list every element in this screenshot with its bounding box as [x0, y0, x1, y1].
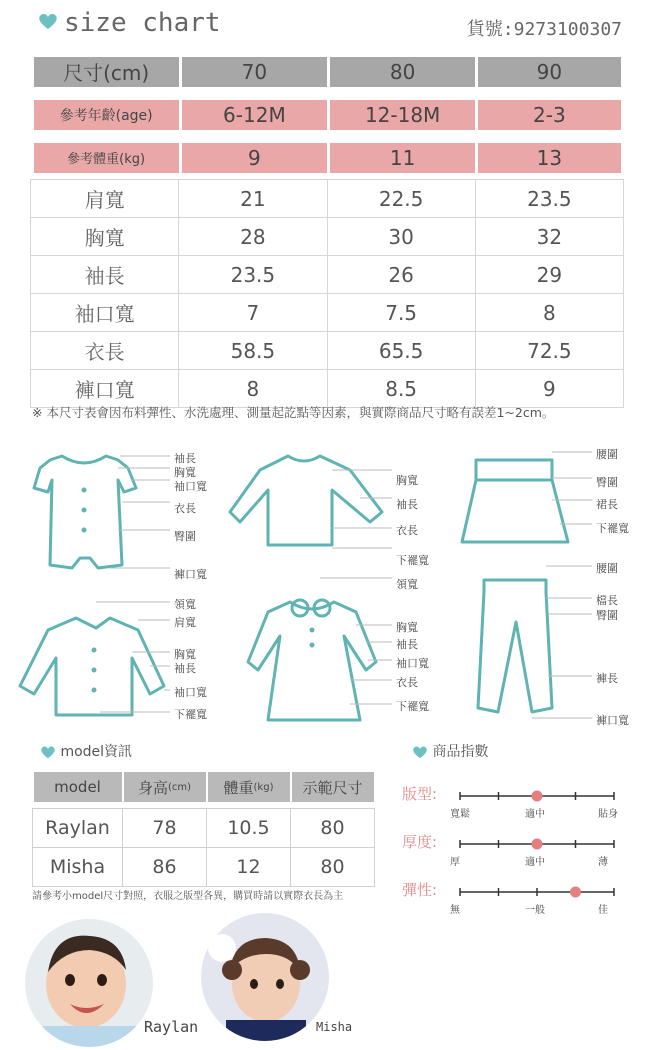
weight-value: 9	[182, 143, 327, 173]
top-illustration	[230, 456, 382, 545]
misha-photo	[200, 912, 330, 1042]
cell: 7	[179, 294, 327, 332]
model-info-title	[40, 741, 132, 761]
cell: 72.5	[475, 332, 623, 370]
scale-marker	[532, 791, 543, 802]
cell: 8	[179, 370, 327, 408]
model-note: 請參考小model尺寸對照，衣服之版型各異，購買時請以實際衣長為主	[32, 891, 344, 902]
cell: 29	[475, 256, 623, 294]
table-row	[31, 370, 624, 408]
heart-icon	[412, 745, 428, 759]
heart-icon	[38, 12, 58, 30]
diagram-label: 衣長	[396, 676, 418, 689]
diagram-label: 袖口寬	[174, 480, 207, 493]
index-scale-label: 厚度:	[402, 833, 438, 851]
col-header-text: 身高	[137, 778, 168, 797]
size-70: 70	[182, 57, 327, 87]
title-text: size chart	[64, 8, 221, 38]
diagram-label: 檔長	[596, 594, 618, 607]
row-label: 褲口寬	[31, 370, 179, 408]
heart-icon	[40, 745, 56, 759]
age-value: 6-12M	[182, 100, 327, 130]
model-title-text: model資訊	[60, 744, 133, 760]
cell: 28	[179, 218, 327, 256]
cell: 8	[475, 294, 623, 332]
index-scale-label: 彈性:	[402, 881, 438, 899]
diagram-label: 衣長	[174, 502, 196, 515]
cell: 58.5	[179, 332, 327, 370]
row-label: 肩寬	[31, 180, 179, 218]
shirt-illustration	[20, 618, 164, 715]
diagram-label: 衣長	[396, 524, 418, 537]
table-row	[31, 256, 624, 294]
col-header: 示範尺寸	[292, 772, 374, 802]
col-header	[208, 772, 290, 802]
cell: 9	[475, 370, 623, 408]
cell: 23.5	[475, 180, 623, 218]
cell: 26	[327, 256, 475, 294]
cell: 80	[291, 809, 375, 848]
size-label: 尺寸(cm)	[34, 57, 179, 87]
size-chart-table	[30, 50, 624, 408]
model-name: Raylan	[33, 809, 123, 848]
col-header: model	[34, 772, 122, 802]
diagram-label: 袖長	[174, 662, 196, 675]
scale-marker	[570, 887, 581, 898]
diagram-label: 腰圍	[596, 562, 618, 575]
diagram-label: 袖口寬	[174, 686, 207, 699]
cell: 30	[327, 218, 475, 256]
index-title-text: 商品指數	[432, 744, 489, 760]
col-header-text: 體重	[223, 778, 254, 797]
row-label: 胸寬	[31, 218, 179, 256]
diagram-label: 袖長	[174, 452, 196, 465]
scale-tick-label: 薄	[598, 857, 608, 868]
diagram-label: 下襬寬	[396, 554, 429, 567]
product-index-title	[412, 741, 488, 761]
diagram-label: 裙長	[596, 498, 618, 511]
scale-tick-label: 適中	[525, 857, 545, 868]
size-header-row	[31, 50, 624, 93]
cell: 78	[123, 809, 207, 848]
cell: 10.5	[207, 809, 291, 848]
col-header	[124, 772, 206, 802]
weight-row	[31, 136, 624, 180]
age-label: 參考年齡(age)	[34, 100, 179, 130]
table-row	[31, 294, 624, 332]
scale-tick-label: 無	[450, 905, 460, 916]
page-title	[38, 8, 221, 38]
size-note: ※ 本尺寸表會因布料彈性、水洗處理、測量起訖點等因素，與實際商品尺寸略有誤差1~2cm。	[32, 405, 555, 420]
diagram-label: 胸寬	[396, 474, 418, 487]
age-value: 12-18M	[330, 100, 475, 130]
cell: 86	[123, 848, 207, 887]
diagram-label: 臀圍	[596, 609, 618, 622]
diagram-label: 袖口寬	[396, 657, 429, 670]
table-row	[31, 180, 624, 218]
cell: 32	[475, 218, 623, 256]
index-scale-bar	[452, 882, 632, 902]
size-80: 80	[330, 57, 475, 87]
cell: 23.5	[179, 256, 327, 294]
dress-illustration	[248, 602, 376, 720]
scale-tick-label: 寬鬆	[450, 809, 470, 820]
row-label: 袖口寬	[31, 294, 179, 332]
diagram-label: 褲口寬	[596, 714, 629, 727]
age-value: 2-3	[478, 100, 620, 130]
diagram-label: 臀圍	[174, 530, 196, 543]
cell: 7.5	[327, 294, 475, 332]
table-row	[33, 848, 375, 887]
diagram-label: 褲長	[596, 672, 618, 685]
cell: 21	[179, 180, 327, 218]
weight-label: 參考體重(kg)	[34, 143, 179, 173]
index-scale-label: 版型:	[402, 785, 438, 803]
col-header-unit: (kg)	[253, 781, 274, 793]
diagram-label: 下襬寬	[174, 708, 207, 721]
size-90: 90	[478, 57, 620, 87]
row-label: 衣長	[31, 332, 179, 370]
garment-diagrams	[0, 440, 650, 730]
diagram-label: 領寬	[174, 598, 196, 611]
scale-tick-label: 一般	[525, 905, 545, 916]
weight-value: 13	[478, 143, 620, 173]
scale-tick-label: 適中	[525, 809, 545, 820]
index-scale-bar	[452, 834, 632, 854]
index-scale-bar	[452, 786, 632, 806]
diagram-label: 袖長	[396, 638, 418, 651]
scale-tick-label: 貼身	[598, 809, 618, 820]
col-header-unit: (cm)	[167, 781, 192, 793]
model-header-row	[33, 766, 375, 809]
cell: 12	[207, 848, 291, 887]
diagram-label: 胸寬	[396, 621, 418, 634]
table-row	[31, 332, 624, 370]
photo-name: Raylan	[144, 1018, 199, 1036]
cell: 80	[291, 848, 375, 887]
scale-tick-label: 厚	[450, 857, 460, 868]
diagram-label: 領寬	[396, 578, 418, 591]
diagram-label: 肩寬	[174, 616, 196, 629]
scale-tick-label: 佳	[598, 905, 608, 916]
cell: 65.5	[327, 332, 475, 370]
diagram-label: 下襬寬	[596, 522, 629, 535]
pants-illustration	[478, 580, 552, 712]
weight-value: 11	[330, 143, 475, 173]
diagram-label: 褲口寬	[174, 568, 207, 581]
diagram-label: 臀圍	[596, 476, 618, 489]
garment-illustrations	[0, 440, 650, 730]
table-row	[33, 809, 375, 848]
age-row	[31, 93, 624, 136]
diagram-label: 腰圍	[596, 448, 618, 461]
cell: 22.5	[327, 180, 475, 218]
diagram-label: 袖長	[396, 498, 418, 511]
skirt-illustration	[462, 460, 568, 542]
model-name: Misha	[33, 848, 123, 887]
table-row	[31, 218, 624, 256]
photo-name: Misha	[316, 1020, 353, 1034]
diagram-label: 胸寬	[174, 466, 196, 479]
scale-marker	[532, 839, 543, 850]
raylan-photo	[24, 918, 154, 1048]
row-label: 袖長	[31, 256, 179, 294]
diagram-label: 下襬寬	[396, 700, 429, 713]
cell: 8.5	[327, 370, 475, 408]
product-id: 貨號:9273100307	[466, 19, 622, 40]
model-table	[32, 766, 375, 887]
diagram-label: 胸寬	[174, 648, 196, 661]
